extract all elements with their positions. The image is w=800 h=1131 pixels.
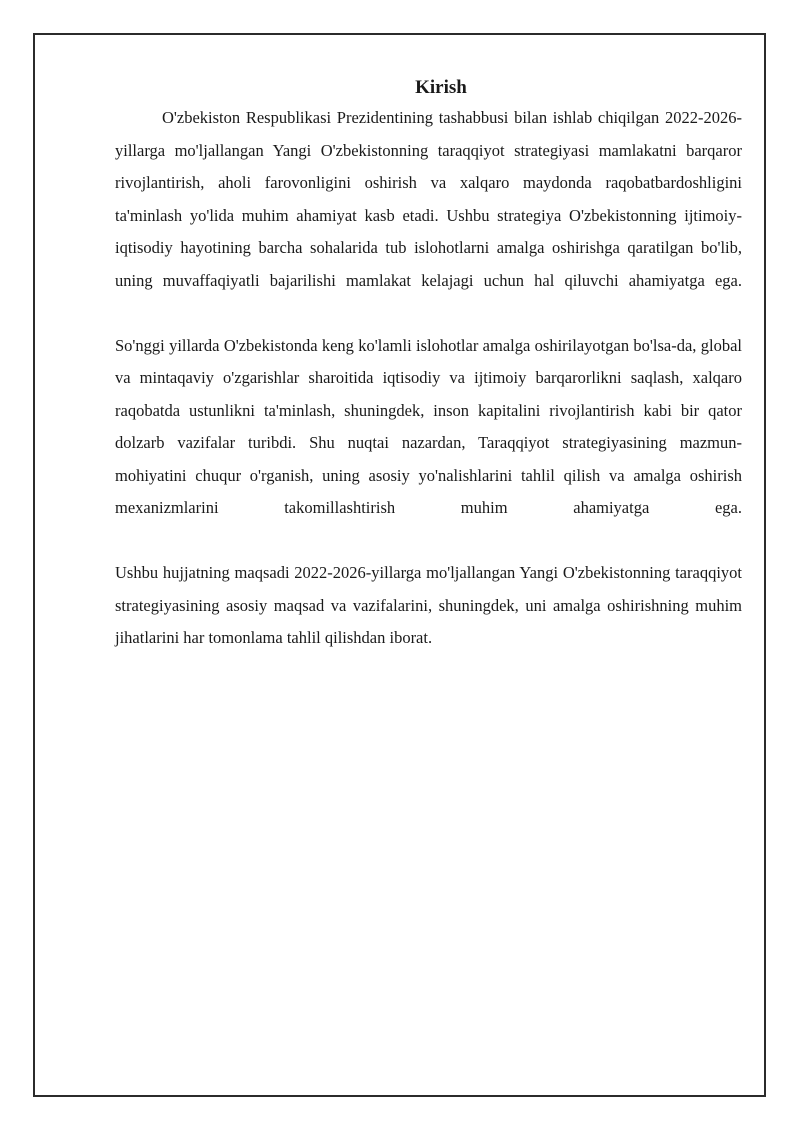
document-title: Kirish	[415, 77, 467, 98]
paragraph-spacer	[115, 525, 742, 558]
paragraph-1: O'zbekiston Respublikasi Prezidentining tashabbusi bilan ishlab chiqilgan 2022-2026-yillarga mo'ljallangan Yangi O'zbekistonning taraqqiyot strategiyasi mamlakatni barqaror rivojlantirish, aholi farovonligini oshirish va xalqaro maydonda raqobatbardoshligini ta'minlash yo'lida muhim ahamiyat kasb etadi. Ushbu strategiya O'zbekistonning ijtimoiy-iqtisodiy hayotining barcha sohalarida tub islohotlarni amalga oshirishga qaratilgan bo'lib, uning muvaffaqiyatli bajarilishi mamlakat kelajagi uchun hal qiluvchi ahamiyatga ega.	[115, 108, 742, 290]
document-body	[115, 76, 742, 655]
paragraph-2: So'nggi yillarda O'zbekistonda keng ko'lamli islohotlar amalga oshirilayotgan bo'lsa-da, global va mintaqaviy o'zgarishlar sharoitida iqtisodiy va ijtimoiy barqarorlikni saqlash, xalqaro raqobatda ustunlikni ta'minlash, shuningdek, inson kapitalini rivojlantirish kabi bir qator dolzarb vazifalar turibdi. Shu nuqtai nazardan, Taraqqiyot strategiyasining mazmun-mohiyatini chuqur o'rganish, uning asosiy yo'nalishlarini tahlil qilish va amalga oshirish mexanizmlarini takomillashtirish muhim ahamiyatga ega.	[115, 335, 742, 517]
paragraph-spacer	[115, 297, 742, 330]
paragraph-3: Ushbu hujjatning maqsadi 2022-2026-yillarga mo'ljallangan Yangi O'zbekistonning taraqqiyot strategiyasining asosiy maqsad va vazifalarini, shuningdek, uni amalga oshirishning muhim jihatlarini har tomonlama tahlil qilishdan iborat.	[115, 563, 742, 647]
